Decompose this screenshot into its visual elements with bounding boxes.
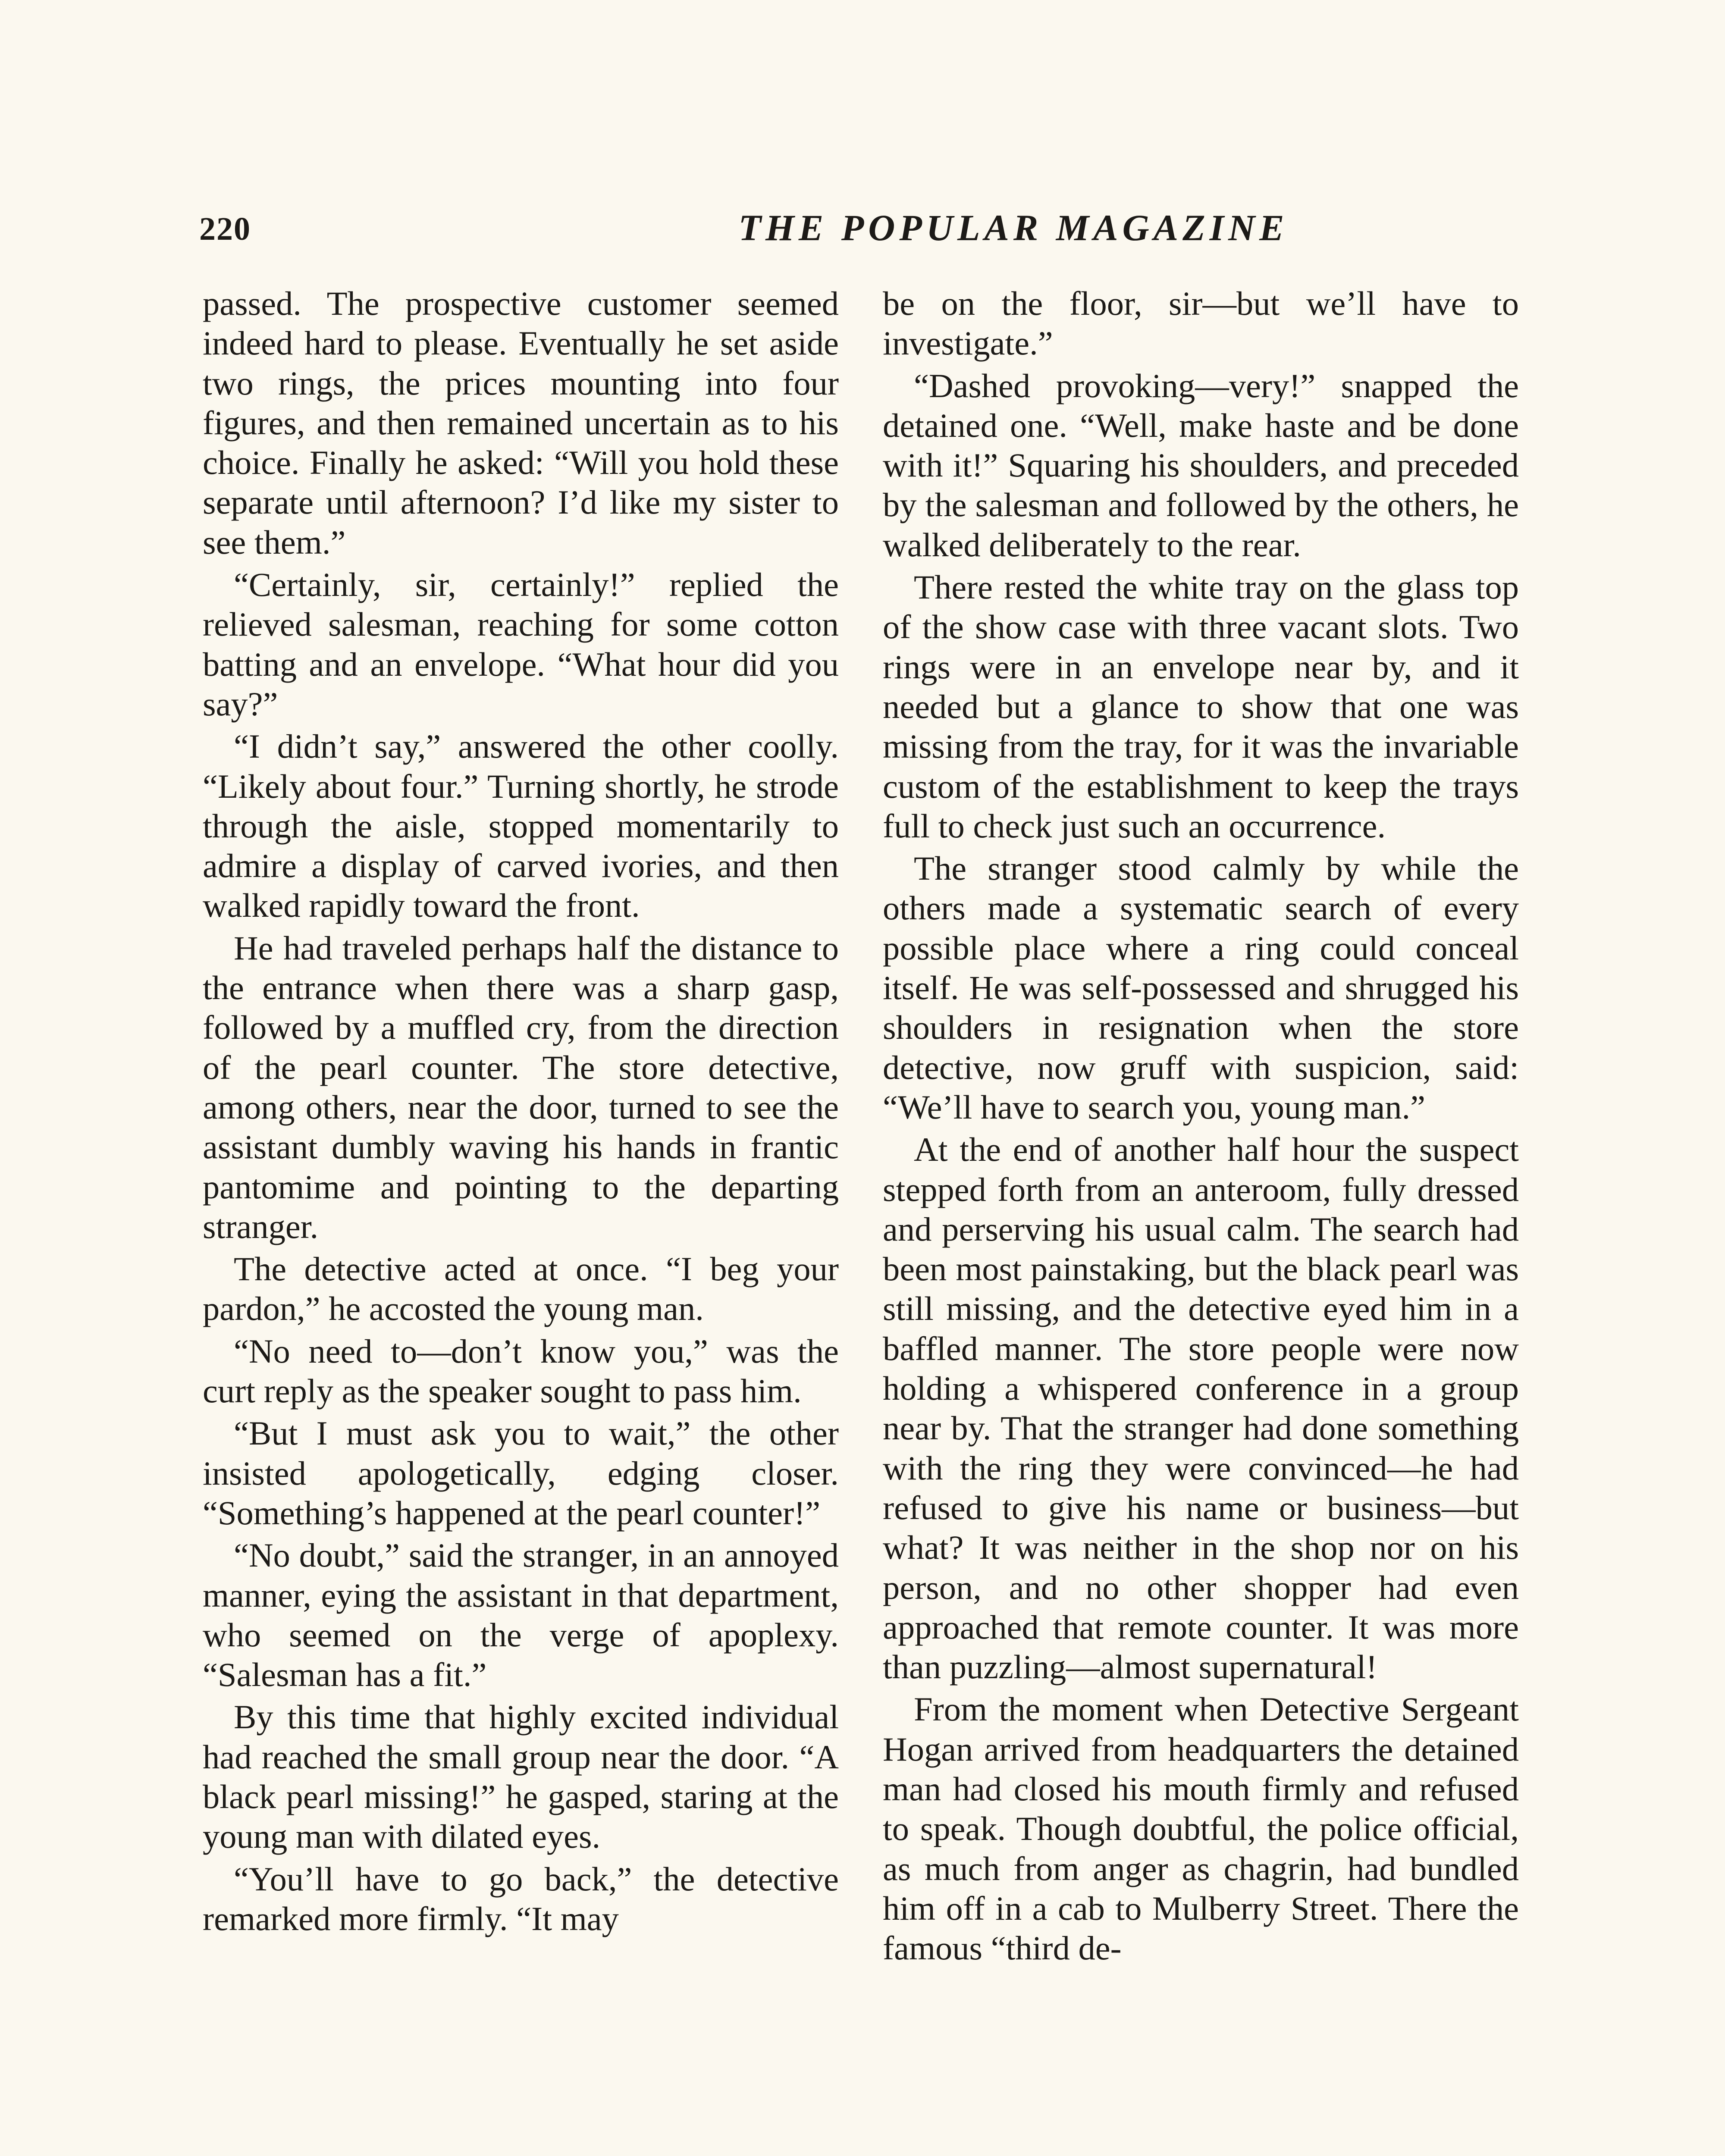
paragraph: passed. The prospective customer seemed indeed hard to please. Eventually he set aside two rings, the prices mounting into four figures, and then remained uncertain as to his choice. Finally he asked: “Will you hold these separate until afternoon? I’d like my sister to see them.” [203,285,839,561]
paragraph: “You’ll have to go back,” the detective remarked more firmly. “It may [203,1860,839,1937]
paragraph: By this time that highly excited individual had reached the small group near the door. “A black pearl missing!” he gasped, staring at the young man with dilated eyes. [203,1698,839,1855]
paragraph: He had traveled perhaps half the distance to the entrance when there was a sharp gasp, followed by a muffled cry, from the direction of the pearl counter. The store detective, among others, near the door, turned to see the assistant dumbly waving his hands in frantic pantomime and pointing to the departing stranger. [203,929,839,1245]
paragraph: From the moment when Detective Sergeant Hogan arrived from headquarters the detained man had closed his mouth firmly and refused to speak. Though doubtful, the police official, as much from anger as chagrin, had bundled him off in a cab to Mulberry Street. There the famous “third de- [883,1690,1519,1967]
paragraph: “But I must ask you to wait,” the other insisted apologetically, edging closer. “Something’s happened at the pearl counter!” [203,1414,839,1532]
paragraph: “Dashed provoking—very!” snapped the detained one. “Well, make haste and be done with it!” Squaring his shoulders, and preceded by the salesman and followed by the others, he walked deliberately to the rear. [883,367,1519,564]
left-column [203,284,839,1939]
right-column [883,284,1519,1968]
paragraph: “No need to—don’t know you,” was the curt reply as the speaker sought to pass him. [203,1332,839,1410]
running-title: THE POPULAR MAGAZINE [738,207,1289,248]
paragraph: There rested the white tray on the glass top of the show case with three vacant slots. Two rings were in an envelope near by, and it needed but a glance to show that one was missing from the tray, for it was the invariable custom of the establishment to keep the trays full to check just such an occurrence. [883,568,1519,845]
paragraph: The detective acted at once. “I beg your pardon,” he accosted the young man. [203,1250,839,1328]
page-number: 220 [199,211,251,247]
paragraph: “Certainly, sir, certainly!” replied the relieved salesman, reaching for some cotton batting and an envelope. “What hour did you say?” [203,566,839,723]
paragraph: “No doubt,” said the stranger, in an annoyed manner, eying the assistant in that department, who seemed on the verge of apoplexy. “Salesman has a fit.” [203,1536,839,1694]
paragraph: The stranger stood calmly by while the others made a systematic search of every possible place where a ring could conceal itself. He was self-possessed and shrugged his shoulders in resignation when the store detective, now gruff with suspicion, said: “We’ll have to search you, young man.” [883,849,1519,1126]
paragraph: be on the floor, sir—but we’ll have to investigate.” [883,285,1519,362]
paragraph: “I didn’t say,” answered the other coolly. “Likely about four.” Turning shortly, he strode through the aisle, stopped momentarily to admire a display of carved ivories, and then walked rapidly toward the front. [203,727,839,924]
paragraph: At the end of another half hour the suspect stepped forth from an anteroom, fully dressed and perserving his usual calm. The search had been most painstaking, but the black pearl was still missing, and the detective eyed him in a baffled manner. The store people were now holding a whispered conference in a group near by. That the stranger had done something with the ring they were convinced—he had refused to give his name or business—but what? It was neither in the shop nor on his person, and no other shopper had even approached that remote counter. It was more than puzzling—almost supernatural! [883,1131,1519,1686]
